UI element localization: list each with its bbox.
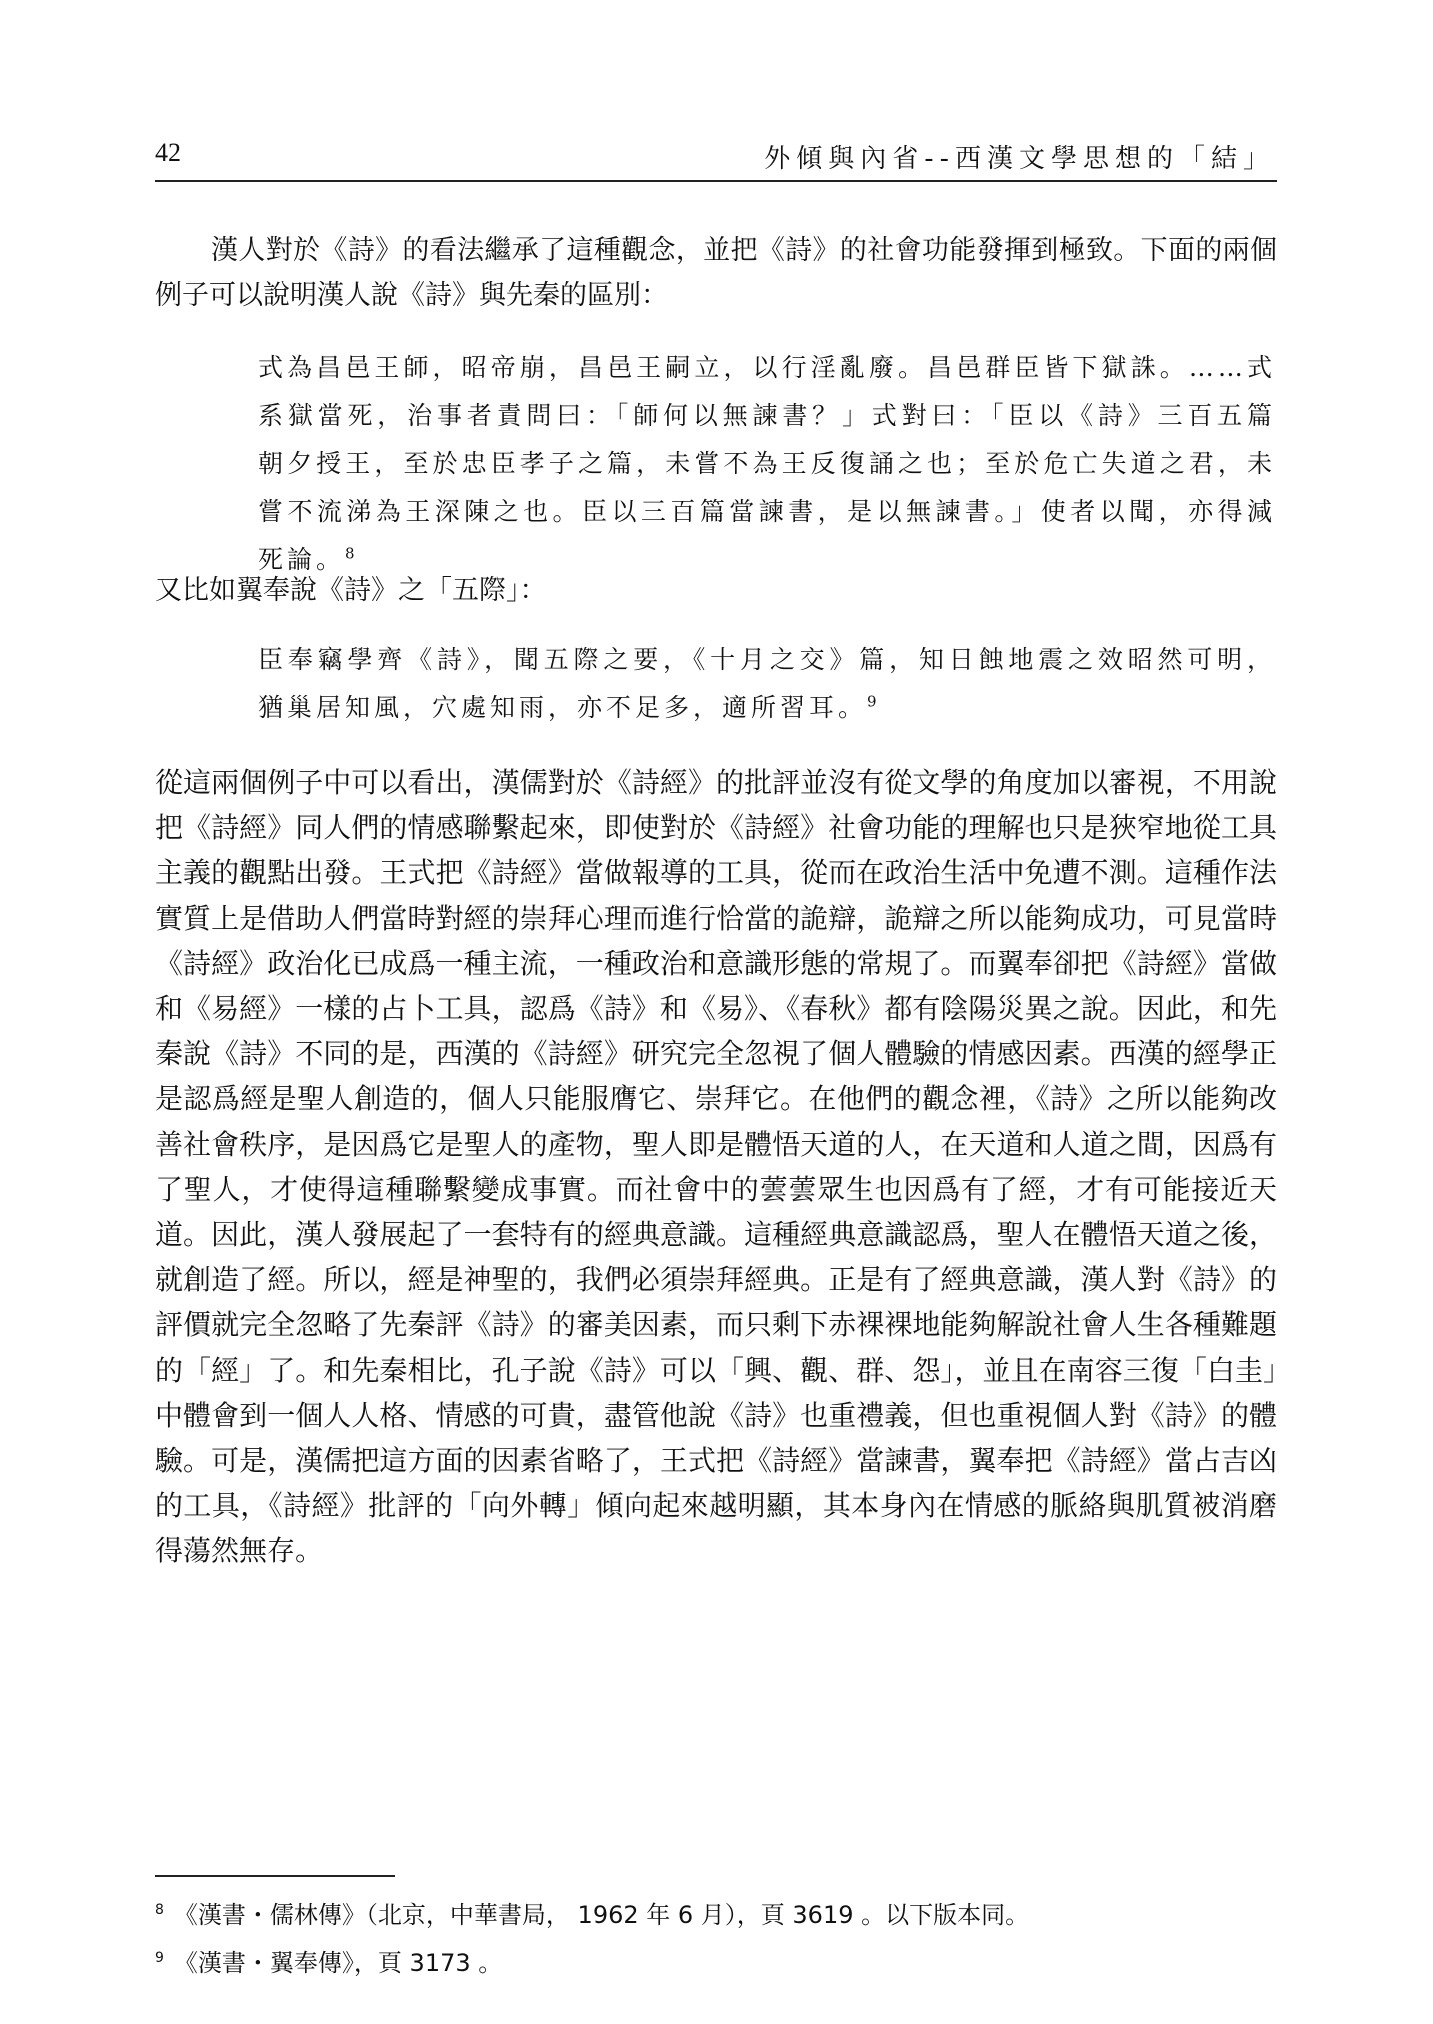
block-quote-yi-feng (258, 636, 1276, 732)
footnote-8 (155, 1893, 1277, 1932)
footnote-9 (155, 1941, 1277, 1980)
footnote-mark: 9 (155, 1950, 164, 1966)
page-header (155, 138, 1275, 178)
body-paragraph (155, 760, 1277, 1574)
quote2-text: 臣奉竊學齊《詩》，聞五際之要，《十月之交》篇，知日蝕地震之效昭然可明，猶巢居知風，穴處知雨，亦不足多，適所習耳。 (258, 645, 1276, 722)
body-text: 從這兩個例子中可以看出，漢儒對於《詩經》的批評並沒有從文學的角度加以審視，不用說把《詩經》同人們的情感聯繫起來，即使對於《詩經》社會功能的理解也只是狹窄地從工具主義的觀點出發。王式把《詩經》當做報導的工具，從而在政治生活中免遭不測。這種作法實質上是借助人們當時對經的崇拜心理而進行恰當的詭辯，詭辯之所以能夠成功，可見當時《詩經》政治化已成爲一種主流，一種政治和意識形態的常規了。而翼奉卻把《詩經》當做和《易經》一樣的占卜工具，認爲《詩》和《易》、《春秋》都有陰陽災異之說。因此，和先秦說《詩》不同的是，西漢的《詩經》研究完全忽視了個人體驗的情感因素。西漢的經學正是認爲經是聖人創造的，個人只能服膺它、崇拜它。在他們的觀念裡，《詩》之所以能夠改善社會秩序，是因爲它是聖人的產物，聖人即是體悟天道的人，在天道和人道之間，因爲有了聖人，才使得這種聯繫變成事實。而社會中的蕓蕓眾生也因爲有了經，才有可能接近天道。因此，漢人發展起了一套特有的經典意識。這種經典意識認爲，聖人在體悟天道之後，就創造了經。所以，經是神聖的，我們必須崇拜經典。正是有了經典意識，漢人對《詩》的評價就完全忽略了先秦評《詩》的審美因素，而只剩下赤裸裸地能夠解說社會人生各種難題的「經」了。和先秦相比，孔子說《詩》可以「興、觀、群、怨」，並且在南容三復「白圭」中體會到一個人人格、情感的可貴，盡管他說《詩》也重禮義，但也重視個人對《詩》的體驗。可是，漢儒把這方面的因素省略了，王式把《詩經》當諫書，翼奉把《詩經》當占吉凶的工具，《詩經》批評的「向外轉」傾向起來越明顯，其本身內在情感的脈絡與肌質被消磨得蕩然無存。 (155, 766, 1277, 1568)
footnote-text: 《漢書・翼奉傳》，頁 3173 。 (173, 1949, 503, 1977)
intro-paragraph (155, 228, 1277, 318)
header-rule (155, 180, 1277, 182)
footnote-text: 《漢書・儒林傳》（北京，中華書局， 1962 年 6 月），頁 3619 。以下版本同。 (173, 1901, 1030, 1929)
footnote-ref-8[interactable]: 8 (345, 544, 355, 563)
footnote-mark: 8 (155, 1902, 164, 1918)
running-title: 外傾與內省--西漢文學思想的「結」 (764, 144, 1275, 174)
page-number: 42 (155, 138, 181, 167)
intro-text: 漢人對於《詩》的看法繼承了這種觀念，並把《詩》的社會功能發揮到極致。下面的兩個例子可以說明漢人說《詩》與先秦的區別： (155, 235, 1277, 311)
transition-text: 又比如翼奉說《詩》之「五際」： (155, 575, 547, 606)
block-quote-wang-shi (258, 344, 1276, 584)
footnote-ref-9[interactable]: 9 (867, 692, 877, 711)
quote1-text: 式為昌邑王師，昭帝崩，昌邑王嗣立，以行淫亂廢。昌邑群臣皆下獄誅。……式系獄當死，治事者責問曰：「師何以無諫書？」式對曰：「臣以《詩》三百五篇朝夕授王，至於忠臣孝子之篇，未嘗不為王反復誦之也；至於危亡失道之君，未嘗不流涕為王深陳之也。臣以三百篇當諫書，是以無諫書。」使者以聞，亦得減死論。 (258, 353, 1276, 574)
transition-paragraph (155, 568, 1277, 613)
footnote-rule (155, 1875, 395, 1877)
